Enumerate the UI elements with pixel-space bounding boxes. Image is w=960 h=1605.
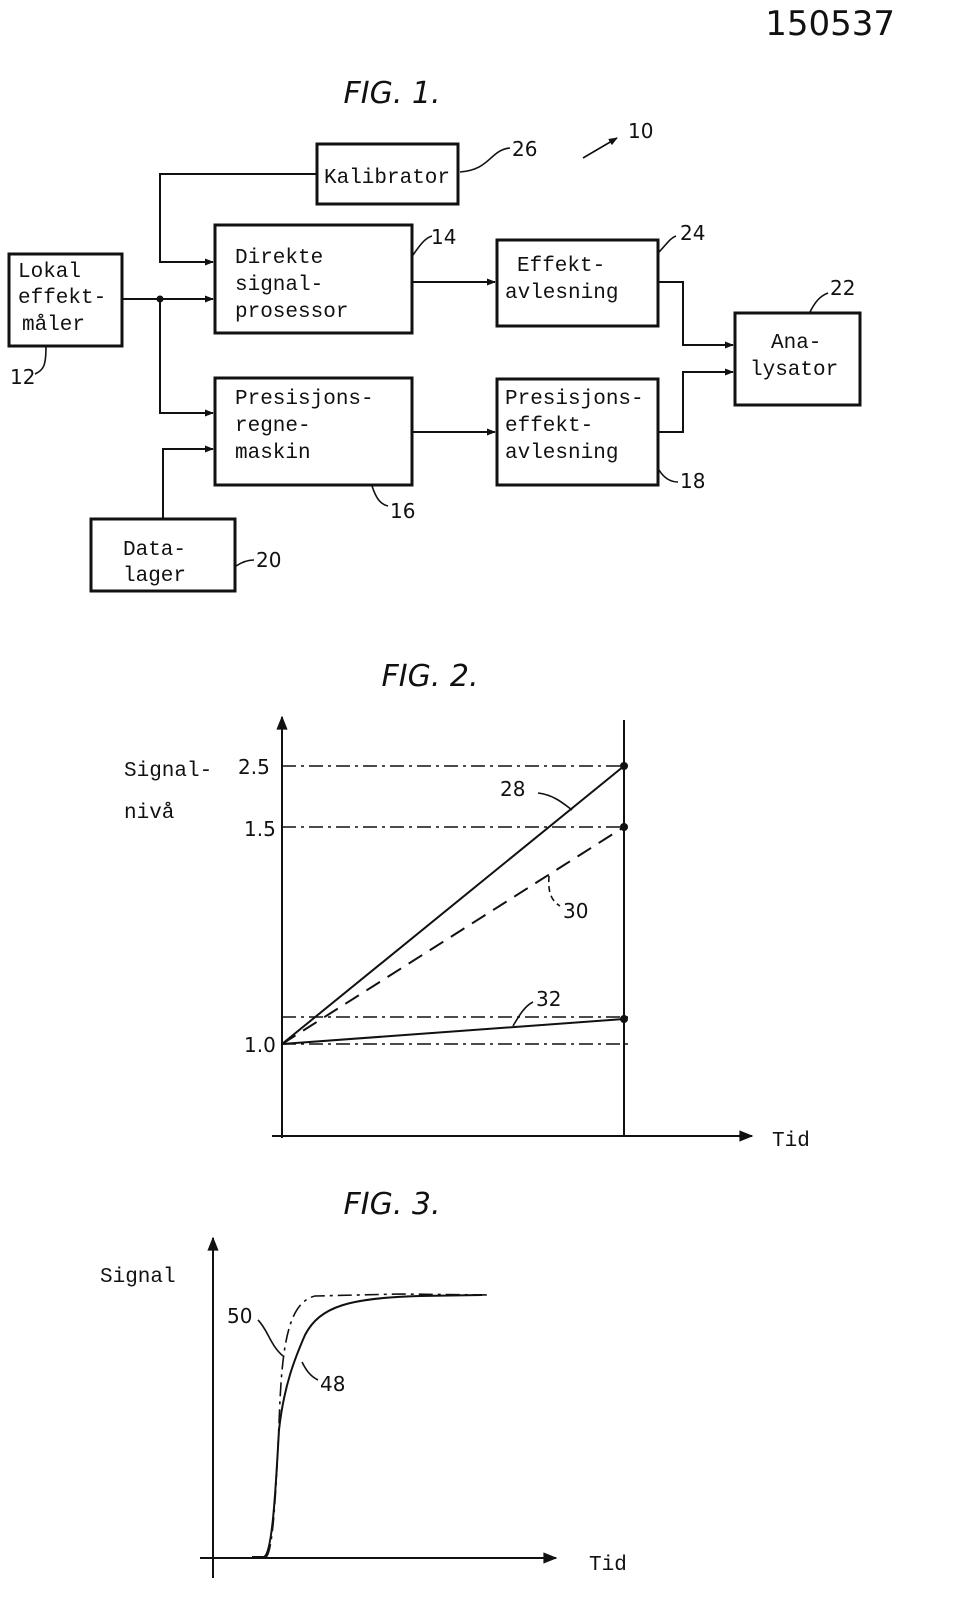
- curve-48-label: 48: [320, 1372, 346, 1396]
- datastore-to-computer-line: [163, 449, 213, 519]
- system-ref-label: 10: [628, 119, 654, 143]
- precision-computer-ref-leader: [372, 486, 388, 506]
- local-meter-ref-leader: [35, 346, 46, 374]
- curve-30-endpoint: [620, 823, 628, 831]
- fig3-title: FIG. 3.: [343, 1187, 441, 1222]
- curve-28-label: 28: [500, 777, 526, 801]
- direct-processor-ref: 14: [431, 225, 457, 249]
- direct-processor-ref-leader: [413, 236, 432, 255]
- fig2-ylabel-line1: Signal-: [124, 760, 213, 783]
- precision-reading-label-3: avlesning: [505, 442, 619, 465]
- fig1-title: FIG. 1.: [343, 76, 441, 111]
- curve-30-label: 30: [563, 899, 589, 923]
- fig2-xlabel: Tid: [772, 1130, 810, 1153]
- analyzer-ref-leader: [810, 293, 828, 312]
- curve-28-endpoint: [620, 762, 628, 770]
- direct-processor-label-3: prosessor: [235, 301, 349, 324]
- analyzer-ref: 22: [830, 276, 856, 300]
- fig2-title: FIG. 2.: [381, 659, 479, 694]
- precision-reading-to-analyzer-line: [658, 372, 733, 432]
- fig2-ytick-2-5: 2.5: [238, 755, 270, 779]
- precision-computer-label-3: maskin: [235, 442, 311, 465]
- calibrator-label: Kalibrator: [323, 167, 451, 190]
- data-store-label-2: lager: [123, 565, 187, 588]
- precision-reading-ref-leader: [659, 470, 678, 482]
- fig2-ylabel-line2: nivå: [124, 802, 175, 825]
- local-meter-label-1: Lokal: [18, 261, 82, 284]
- meter-to-computer-line: [160, 299, 213, 413]
- analyzer-label-2: lysator: [750, 359, 839, 382]
- fig2-ytick-1-0: 1.0: [244, 1033, 276, 1057]
- curve-30: [282, 827, 624, 1044]
- curve-32-leader: [513, 1002, 533, 1026]
- curve-50-leader: [258, 1320, 283, 1356]
- direct-processor-label-2: signal-: [235, 274, 324, 297]
- curve-30-leader: [549, 876, 560, 906]
- document-number: 150537: [765, 4, 895, 44]
- local-meter-ref: 12: [10, 365, 36, 389]
- precision-computer-label-2: regne-: [235, 415, 311, 438]
- data-store-label-1: Data-: [123, 539, 187, 562]
- power-reading-label-2: avlesning: [505, 282, 619, 305]
- power-reading-ref-leader: [659, 236, 676, 252]
- curve-32-label: 32: [536, 987, 562, 1011]
- curve-50: [266, 1294, 490, 1557]
- local-meter-label-3: måler: [22, 314, 86, 337]
- curve-32-endpoint: [620, 1015, 628, 1023]
- fig2-ytick-1-5: 1.5: [244, 817, 276, 841]
- precision-reading-label-2: effekt-: [505, 415, 594, 438]
- local-meter-label-2: effekt-: [18, 287, 107, 310]
- direct-processor-label-1: Direkte: [235, 247, 324, 270]
- fig3-xlabel: Tid: [589, 1554, 627, 1577]
- reading-to-analyzer-line: [658, 282, 733, 345]
- analyzer-label-1: Ana-: [771, 332, 822, 355]
- fig3-plot: [200, 1238, 556, 1578]
- curve-48: [252, 1295, 482, 1557]
- power-reading-ref: 24: [680, 221, 706, 245]
- power-reading-label-1: Effekt-: [517, 255, 606, 278]
- curve-32: [282, 1019, 624, 1044]
- system-ref-arrow: [583, 138, 617, 158]
- precision-reading-label-1: Presisjons-: [505, 388, 644, 411]
- fig2-plot: [238, 717, 752, 1138]
- precision-computer-label-1: Presisjons-: [235, 388, 374, 411]
- calibrator-ref-leader: [460, 148, 510, 172]
- curve-48-leader: [302, 1362, 318, 1380]
- precision-computer-ref: 16: [390, 499, 416, 523]
- precision-reading-ref: 18: [680, 469, 706, 493]
- curve-28-leader: [538, 793, 572, 810]
- data-store-ref: 20: [256, 548, 282, 572]
- data-store-ref-leader: [236, 560, 254, 566]
- calibrator-ref: 26: [512, 137, 538, 161]
- fig3-ylabel: Signal: [100, 1266, 176, 1289]
- curve-50-label: 50: [227, 1304, 253, 1328]
